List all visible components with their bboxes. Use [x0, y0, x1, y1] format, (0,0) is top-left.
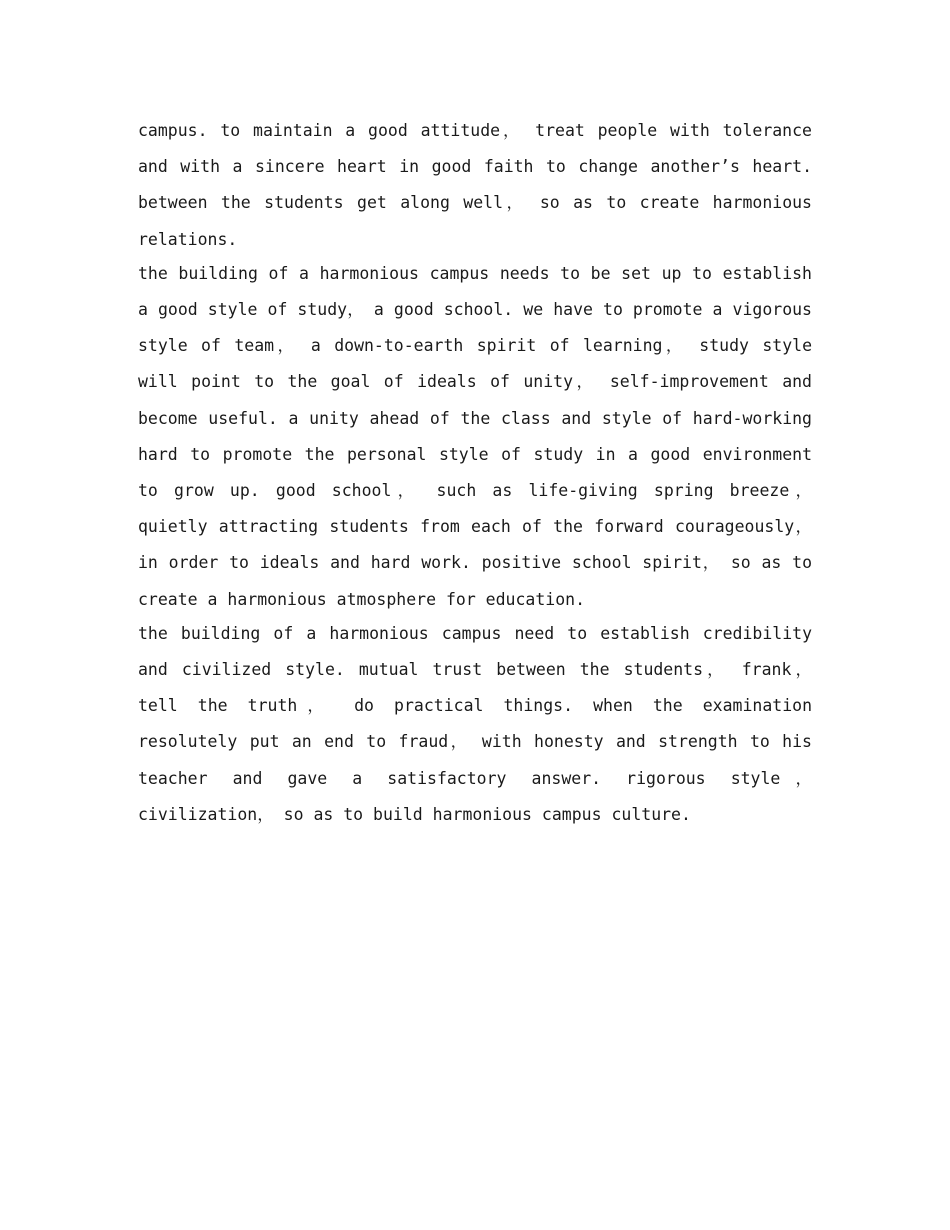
paragraph-2: the building of a harmonious campus needs to be set up to establish a good style of study， a good school. we have to promote a vigorous style of team， a down-to-earth spirit of learning， study style will point to the goal of ideals of unity， self-improvement and become useful. a unity ahead of the class and style of hard-working hard to promote the personal style of study in a good environment to grow up. good school， such as life-giving spring breeze， quietly attracting students from each of the forward courageously， in order to ideals and hard work. positive school spirit， so as to create a harmonious atmosphere for education. [138, 263, 812, 609]
paragraph-3: the building of a harmonious campus need to establish credibility and civilized style. mutual trust between the students， frank， tell the truth， do practical things. when the examination resolutely put an end to fraud， with honesty and strength to his teacher and gave a satisfactory answer. rigorous style， civilization， so as to build harmonious campus culture. [138, 623, 812, 824]
paragraph-1: campus. to maintain a good attitude， treat people with tolerance and with a sincere heart in good faith to change another’s heart. between the students get along well， so as to create harmonious relations. [138, 121, 812, 249]
document-body [138, 113, 812, 833]
